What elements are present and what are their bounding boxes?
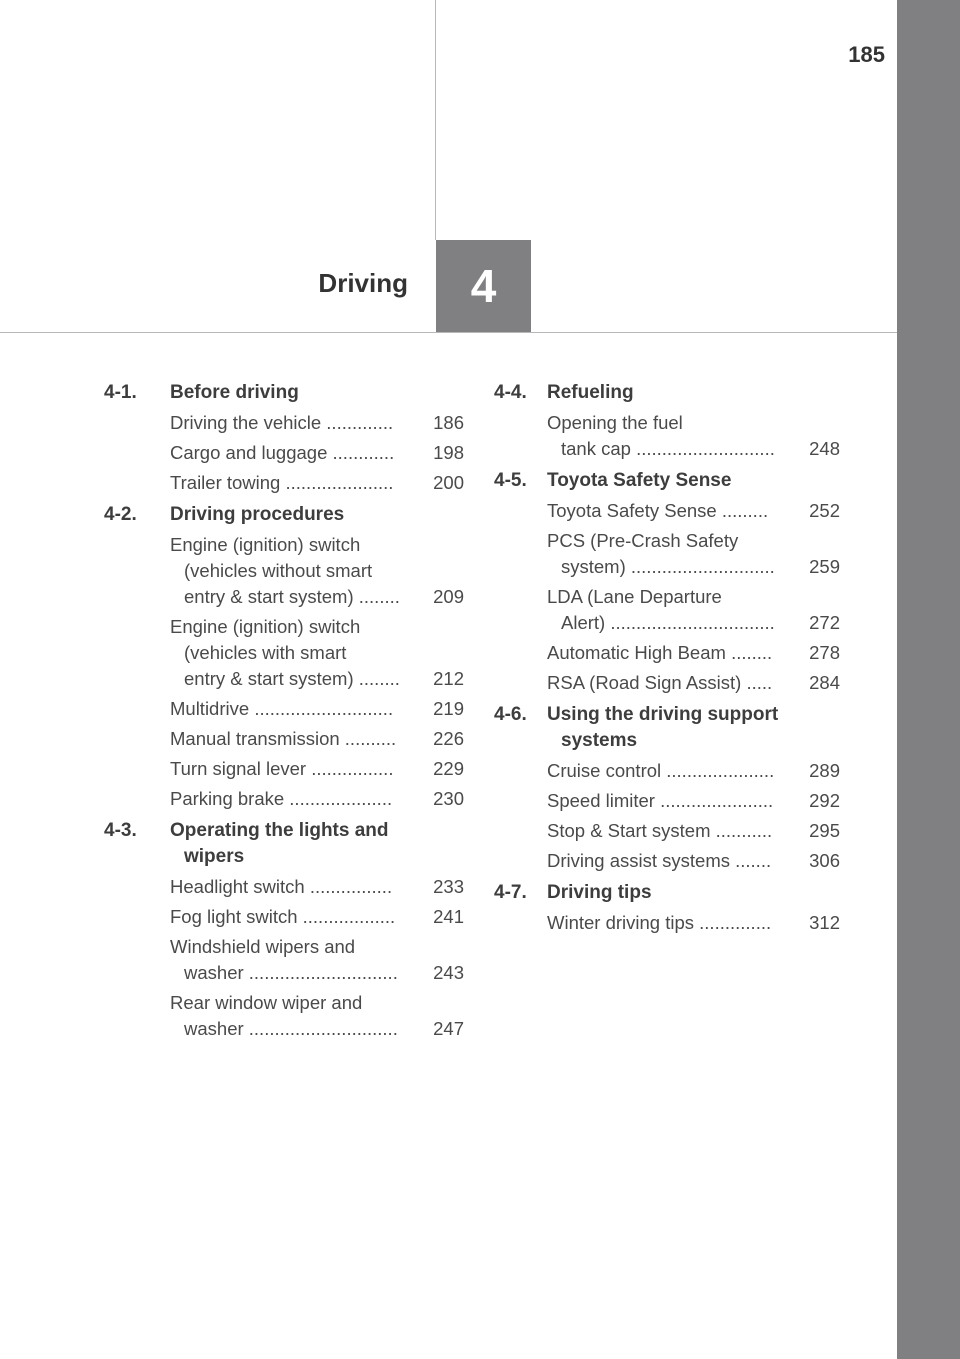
leader-dots: ....... [735,850,772,871]
leader-dots: ............. [326,412,394,433]
entry-page-number: 233 [433,876,464,897]
section-heading [104,380,464,406]
entry-title-last-line: washer ............................. [184,1018,398,1039]
leader-dots: ........................... [636,438,775,459]
toc-entry[interactable] [170,990,464,1042]
toc-entry[interactable] [170,440,464,466]
entry-title-last-line: Stop & Start system ........... [547,820,773,841]
toc-entry[interactable] [547,818,840,844]
toc-entry[interactable] [170,786,464,812]
leader-dots: ............................ [630,556,775,577]
entry-title-last-line: Alert) ................................ [561,612,775,633]
leader-dots: ........... [715,820,773,841]
entry-title [170,726,432,752]
entry-title-last-line: tank cap ........................... [561,438,775,459]
section-number: 4-4. [494,382,527,403]
entry-page-number: 212 [433,668,464,689]
toc-entry[interactable] [547,788,840,814]
toc-section [494,468,840,696]
entry-title-last-line: Driving assist systems ....... [547,850,772,871]
entry-title: Rear window wiper and washer ............................. [170,992,398,1039]
leader-dots: .................... [289,788,393,809]
header-vertical-divider [435,0,436,240]
entry-page-number: 247 [433,1018,464,1039]
entry-title-last-line: Fog light switch .................. [170,906,396,927]
entry-title-last-line: Cargo and luggage ............ [170,442,395,463]
toc-entry[interactable] [170,934,464,986]
leader-dots: ..................... [285,472,394,493]
section-number: 4-2. [104,504,137,525]
entry-page-number: 306 [809,850,840,871]
entry-page-number: 312 [809,912,840,933]
toc-section [494,380,840,462]
chapter-title: Driving [318,268,408,298]
entry-title: Opening the fuel tank cap ........................... [547,412,775,459]
toc-right-column [494,380,840,942]
entry-page-number: 295 [809,820,840,841]
entry-title [170,470,432,496]
entry-title-last-line: Parking brake .................... [170,788,393,809]
section-number: 4-6. [494,704,527,725]
entry-title: Windshield wipers and washer ............................. [170,936,398,983]
entry-page-number: 292 [809,790,840,811]
leader-dots: ................................ [610,612,775,633]
toc-entry[interactable] [170,726,464,752]
leader-dots: ................ [309,876,393,897]
leader-dots: ............................. [248,1018,398,1039]
leader-dots: .................. [302,906,396,927]
entry-title-last-line: entry & start system) ........ [184,668,400,689]
entry-title [547,640,808,666]
entry-title-last-line: RSA (Road Sign Assist) ..... [547,672,773,693]
section-title: Using the driving support systems [547,704,779,751]
leader-dots: ............ [332,442,395,463]
entry-title: LDA (Lane Departure Alert) ................................ [547,586,775,633]
entry-title: PCS (Pre-Crash Safety system) ............................ [547,530,775,577]
entry-page-number: 226 [433,728,464,749]
toc-entry[interactable] [547,410,840,462]
toc-entry[interactable] [547,640,840,666]
toc-entry[interactable] [170,696,464,722]
entry-title [547,498,808,524]
entry-page-number: 278 [809,642,840,663]
leader-dots: ............................. [248,962,398,983]
entry-page-number: 229 [433,758,464,779]
section-title: Refueling [547,382,634,403]
toc-entry[interactable] [170,470,464,496]
entry-title-last-line: Driving the vehicle ............. [170,412,394,433]
entry-title-last-line: Headlight switch ................ [170,876,393,897]
chapter-number: 4 [470,260,497,312]
entry-title [170,696,432,722]
entry-title-last-line: entry & start system) ........ [184,586,400,607]
entry-title-last-line: washer ............................. [184,962,398,983]
section-heading [104,818,464,870]
entry-title [547,788,808,814]
entry-title [170,410,432,436]
entry-title-last-line: Winter driving tips .............. [547,912,772,933]
entry-title [547,758,808,784]
toc-entry[interactable] [547,498,840,524]
entry-page-number: 252 [809,500,840,521]
toc-left-column [104,380,464,1048]
leader-dots: ........ [358,668,400,689]
page-number: 185 [848,42,885,67]
entry-title [547,818,808,844]
leader-dots: ........ [358,586,400,607]
entry-page-number: 230 [433,788,464,809]
entry-title-last-line: Toyota Safety Sense ......... [547,500,769,521]
leader-dots: .............. [699,912,772,933]
leader-dots: ..................... [666,760,775,781]
toc-entry[interactable] [170,874,464,900]
entry-page-number: 219 [433,698,464,719]
entry-title [547,848,808,874]
section-title: Operating the lights and wipers [170,820,389,867]
entry-title [170,786,432,812]
toc-entry[interactable] [170,756,464,782]
entry-title [547,670,808,696]
entry-title [170,440,432,466]
entry-page-number: 284 [809,672,840,693]
toc-entry[interactable] [170,614,464,692]
entry-page-number: 289 [809,760,840,781]
toc-entry[interactable] [547,528,840,580]
entry-title: Engine (ignition) switch (vehicles with smart entry & start system) ........ [170,616,400,689]
chapter-side-tab [897,0,960,1359]
entry-page-number: 200 [433,472,464,493]
section-number: 4-7. [494,882,527,903]
leader-dots: ...................... [660,790,774,811]
entry-title-last-line: Turn signal lever ................ [170,758,394,779]
entry-title [170,874,432,900]
entry-title-last-line: Automatic High Beam ........ [547,642,773,663]
entry-title [547,910,808,936]
toc-entry[interactable] [547,910,840,936]
entry-title-last-line: Trailer towing ..................... [170,472,394,493]
leader-dots: ........ [731,642,773,663]
entry-page-number: 186 [433,412,464,433]
entry-page-number: 243 [433,962,464,983]
entry-title [170,756,432,782]
header-horizontal-divider [0,332,897,333]
toc-entry[interactable] [547,670,840,696]
toc-entry[interactable] [547,848,840,874]
section-heading [494,380,840,406]
section-heading [494,468,840,494]
toc-section [494,880,840,936]
leader-dots: ........................... [254,698,394,719]
section-number: 4-5. [494,470,527,491]
leader-dots: ......... [721,500,769,521]
entry-title-last-line: Speed limiter ...................... [547,790,774,811]
entry-page-number: 272 [809,612,840,633]
toc-section [494,702,840,874]
section-title: Driving tips [547,882,652,903]
entry-title-last-line: system) ............................ [561,556,775,577]
leader-dots: ..... [746,672,773,693]
toc-entry[interactable] [547,584,840,636]
section-heading [494,880,840,906]
chapter-number-box [436,240,531,332]
entry-page-number: 248 [809,438,840,459]
toc-entry[interactable] [170,410,464,436]
toc-section [104,502,464,812]
section-number: 4-1. [104,382,137,403]
entry-page-number: 209 [433,586,464,607]
entry-page-number: 241 [433,906,464,927]
section-title: Before driving [170,382,299,403]
toc-section [104,818,464,1042]
entry-title [170,904,432,930]
section-title: Toyota Safety Sense [547,470,732,491]
entry-page-number: 259 [809,556,840,577]
entry-title: Engine (ignition) switch (vehicles without smart entry & start system) ........ [170,534,400,607]
toc-entry[interactable] [170,904,464,930]
leader-dots: .......... [344,728,397,749]
section-heading [494,702,840,754]
section-number: 4-3. [104,820,137,841]
toc-entry[interactable] [547,758,840,784]
entry-title-last-line: Manual transmission .......... [170,728,397,749]
entry-title-last-line: Cruise control ..................... [547,760,775,781]
entry-title-last-line: Multidrive ........................... [170,698,394,719]
entry-page-number: 198 [433,442,464,463]
toc-entry[interactable] [170,532,464,610]
section-heading [104,502,464,528]
toc-section [104,380,464,496]
section-title: Driving procedures [170,504,345,525]
leader-dots: ................ [311,758,394,779]
